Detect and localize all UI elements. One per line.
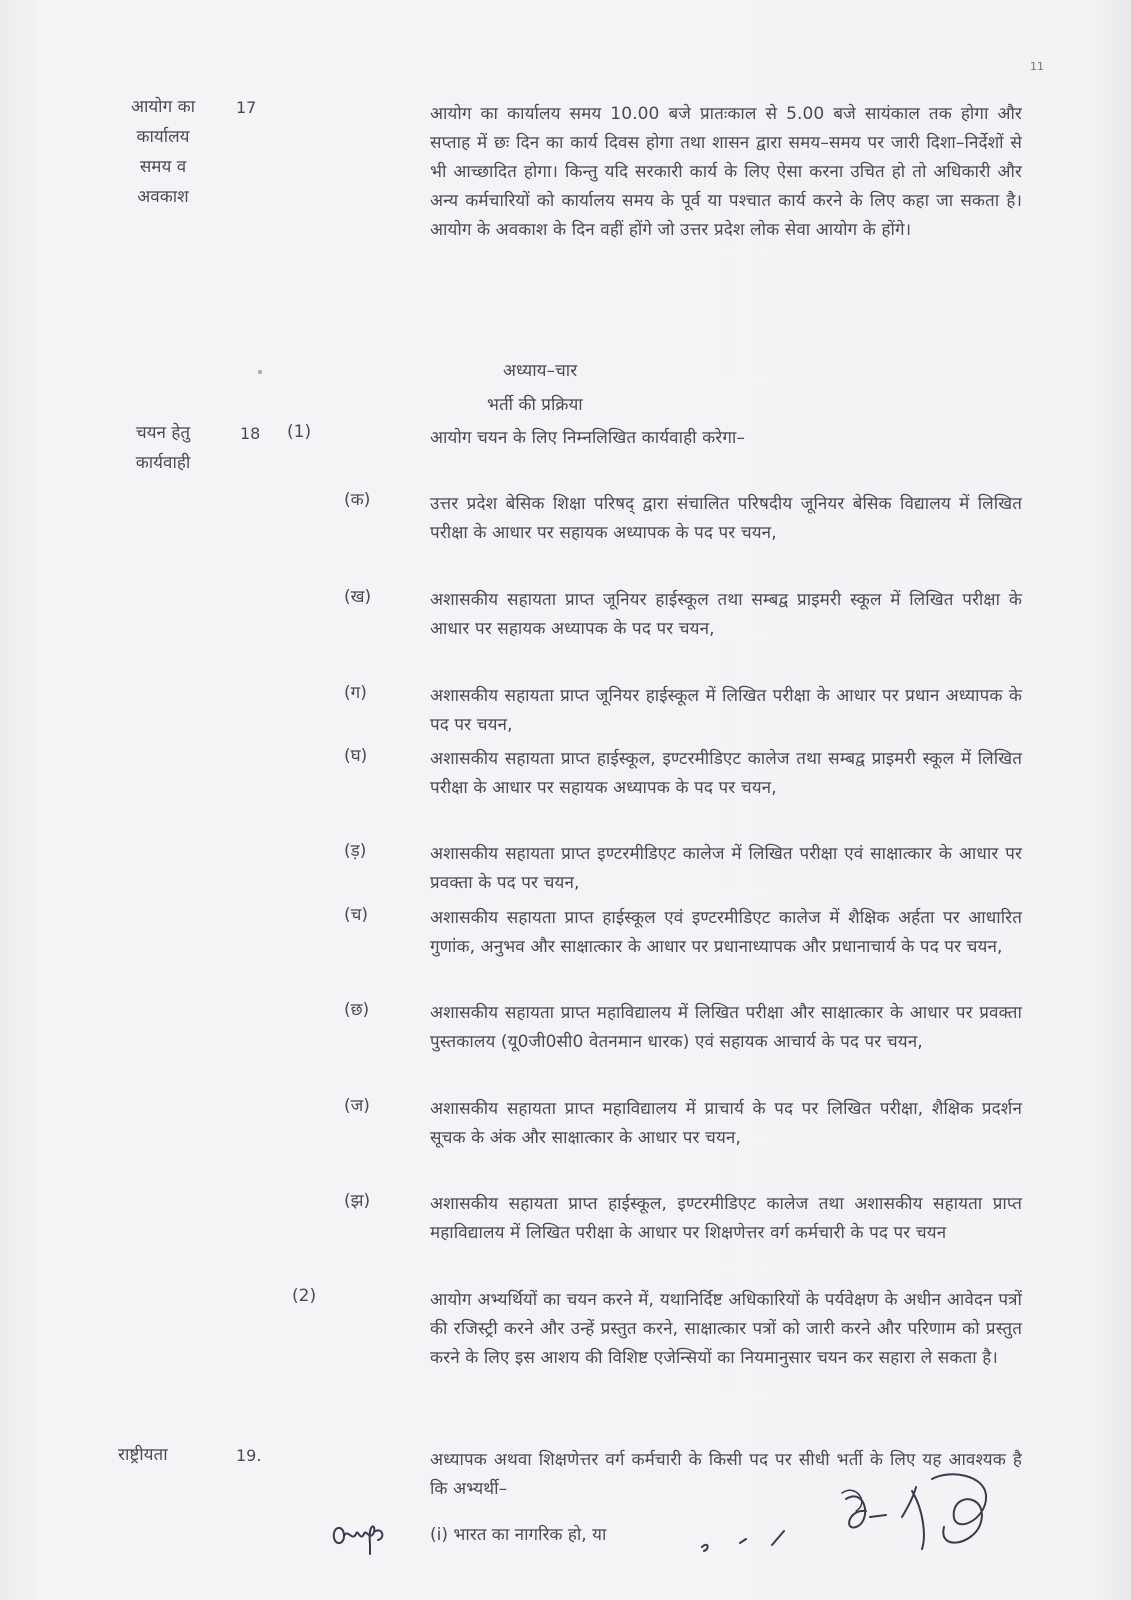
section-18-number: 18 (240, 424, 261, 443)
item-gha-text: अशासकीय सहायता प्राप्त हाईस्कूल, इण्टरमीडिएट कालेज तथा सम्बद्व प्राइमरी स्कूल में लिखित परीक्षा के आधार पर सहायक अध्यापक के पद पर चयन, (430, 749, 1022, 798)
item-ga-text: अशासकीय सहायता प्राप्त जूनियर हाईस्कूल में लिखित परीक्षा के आधार पर प्रधान अध्यापक के पद पर चयन, (430, 686, 1022, 735)
section-19-number: 19. (236, 1446, 262, 1465)
item-da-label: (ड़) (344, 841, 367, 861)
signature-mark (680, 1455, 1020, 1565)
item-kha-label: (ख) (344, 587, 372, 607)
item-cha-text: अशासकीय सहायता प्राप्त हाईस्कूल एवं इण्टरमीडिएट कालेज में शैक्षिक अर्हता पर आधारित गुणांक, अनुभव और साक्षात्कार के आधार पर प्रधानाध्यापक और प्रधानाचार्य के पद पर चयन, (430, 908, 1022, 957)
item-ja-label: (ज) (344, 1096, 370, 1116)
item-ga-label: (ग) (344, 683, 367, 703)
section-17-text: आयोग का कार्यालय समय 10.00 बजे प्रातःकाल से 5.00 बजे सायंकाल तक होगा और सप्ताह में छः दिन का कार्य दिवस होगा तथा शासन द्वारा समय–समय पर जारी दिशा–निर्देशों से भी आच्छादित होगा। किन्तु यदि सरकारी कार्य के लिए ऐसा करना उचित हो तो अधिकारी और अन्य कर्मचारियों को कार्यालय समय के पूर्व या पश्चात कार्य करने के लिए कहा जा सकता है। आयोग के अवकाश के दिन वहीं होंगे जो उत्तर प्रदेश लोक सेवा आयोग के होंगे। (430, 104, 1022, 240)
section-19-text: अध्यापक अथवा शिक्षणेत्तर वर्ग कर्मचारी के किसी पद पर सीधी भर्ती के लिए यह आवश्यक है कि अभ्यर्थी– (430, 1450, 1022, 1499)
item-ka-label: (क) (344, 490, 371, 510)
section-17-number: 17 (236, 98, 257, 117)
chapter-title: अध्याय–चार (503, 361, 578, 381)
item-jha-label: (झ) (344, 1191, 371, 1211)
clause-2-text: आयोग अभ्यर्थियों का चयन करने में, यथानिर्दिष्ट अधिकारियों के पर्यवेक्षण के अधीन आवेदन पत्रों की रजिस्ट्री करने और उन्हें प्रस्तुत करने, साक्षात्कार पत्रों को जारी करने और परिणाम को प्रस्तुत करने के लिए इस आशय की विशिष्ट एजेन्सियों का नियमानुसार चयन कर सहारा ले सकता है। (430, 1290, 1022, 1368)
section-18-margin-title: चयन हेतु कार्यवाही (135, 423, 191, 473)
page-number: 11 (1030, 60, 1044, 73)
item-da-text: अशासकीय सहायता प्राप्त इण्टरमीडिएट कालेज में लिखित परीक्षा एवं साक्षात्कार के आधार पर प्रवक्ता के पद पर चयन, (430, 844, 1022, 893)
item-chha-label: (छ) (344, 1000, 370, 1020)
signature-initials (330, 1508, 400, 1558)
chapter-subtitle: भर्ती की प्रक्रिया (487, 395, 583, 415)
section-17-margin-title: आयोग का कार्यालय समय व अवकाश (130, 97, 196, 207)
section-19-item-i: (i) भारत का नागरिक हो, या (430, 1525, 607, 1545)
item-chha-text: अशासकीय सहायता प्राप्त महाविद्यालय में लिखित परीक्षा और साक्षात्कार के आधार पर प्रवक्ता पुस्तकालय (यू0जी0सी0 वेतनमान धारक) एवं सहायक आचार्य के पद पर चयन, (430, 1003, 1022, 1052)
item-ja-text: अशासकीय सहायता प्राप्त महाविद्यालय में प्राचार्य के पद पर लिखित परीक्षा, शैक्षिक प्रदर्शन सूचक के अंक और साक्षात्कार के आधार पर चयन, (430, 1099, 1022, 1148)
item-cha-label: (च) (344, 905, 369, 925)
scan-speck (258, 370, 262, 374)
item-ka-text: उत्तर प्रदेश बेसिक शिक्षा परिषद् द्वारा संचालित परिषदीय जूनियर बेसिक विद्यालय में लिखित परीक्षा के आधार पर सहायक अध्यापक के पद पर चयन, (430, 494, 1022, 543)
item-jha-text: अशासकीय सहायता प्राप्त हाईस्कूल, इण्टरमीडिएट कालेज तथा अशासकीय सहायता प्राप्त महाविद्यालय में लिखित परीक्षा के आधार पर शिक्षणेत्तर वर्ग कर्मचारी के पद पर चयन (430, 1194, 1022, 1243)
item-kha-text: अशासकीय सहायता प्राप्त जूनियर हाईस्कूल तथा सम्बद्व प्राइमरी स्कूल में लिखित परीक्षा के आधार पर सहायक अध्यापक के पद पर चयन, (430, 590, 1022, 639)
clause-1-label: (1) (287, 422, 312, 442)
item-gha-label: (घ) (344, 746, 368, 766)
section-19-margin-title: राष्ट्रीयता (118, 1445, 168, 1465)
clause-2-label: (2) (292, 1286, 317, 1306)
clause-1-text: आयोग चयन के लिए निम्नलिखित कार्यवाही करेगा– (430, 428, 746, 448)
